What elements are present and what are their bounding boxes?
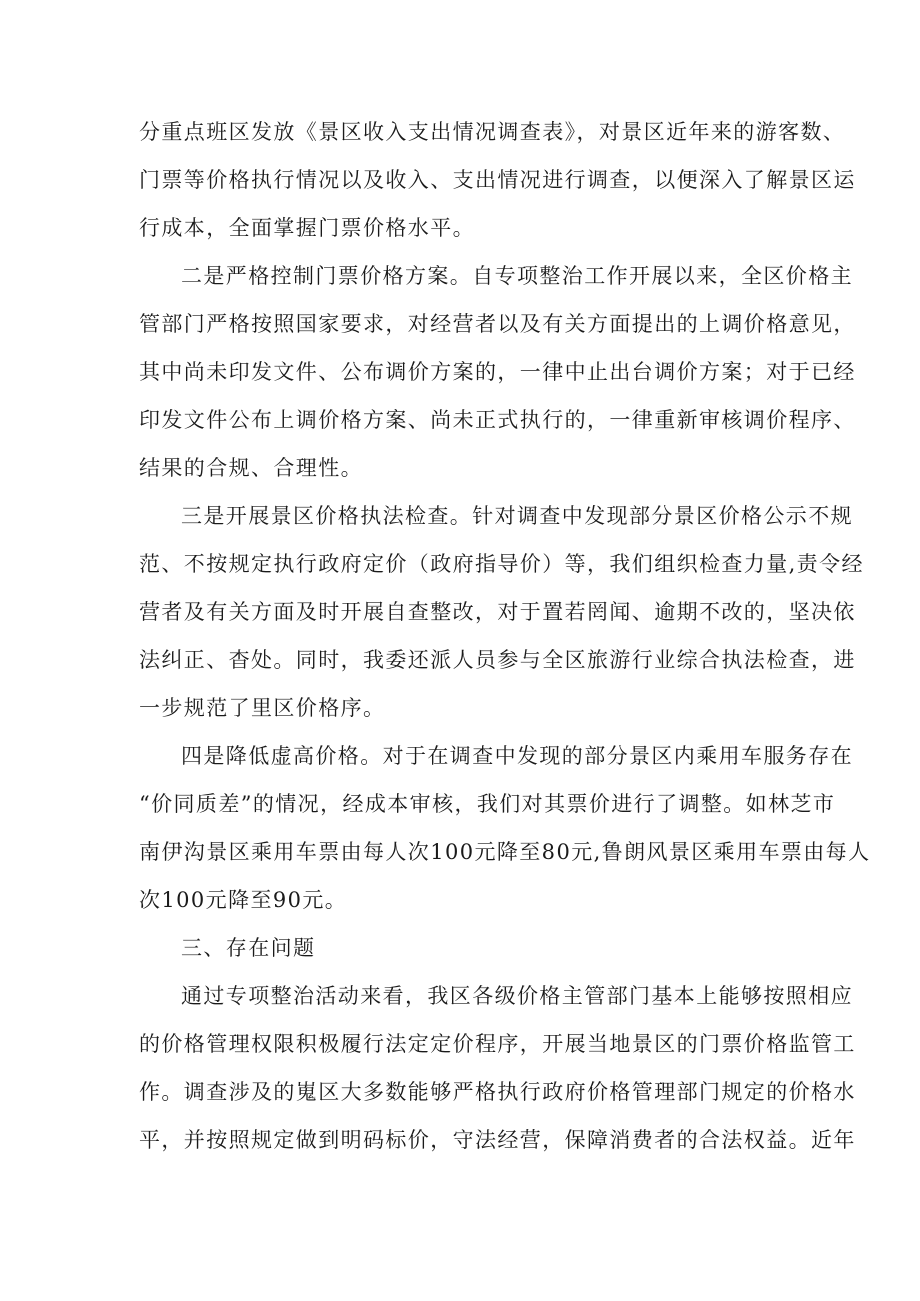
text-line: “价同质差”的情况，经成本审核，我们对其票价进行了调整。如林芝市 xyxy=(139,792,836,816)
text-line: 范、不按规定执行政府定价（政府指导价）等，我们组织检查力量,责令经 xyxy=(139,552,864,576)
text-line: 作。调查涉及的嵬区大多数能够严格执行政府价格管理部门规定的价格水 xyxy=(139,1080,856,1104)
text-line: 行成本，全面掌握门票价格水平。 xyxy=(139,216,475,240)
text-line: 营者及有关方面及时开展自查整改，对于置若罔闻、逾期不改的，坚决依 xyxy=(139,600,856,624)
text-line: 其中尚未印发文件、公布调价方案的，一律中止出台调价方案；对于已经 xyxy=(139,360,856,384)
text-line: 结果的合规、合理性。 xyxy=(139,456,363,480)
paragraph-first-line: 三是开展景区价格执法检查。针对调查中发现部分景区价格公示不规 xyxy=(181,504,853,528)
text-line: 次100元降至90元。 xyxy=(139,888,348,912)
text-line: 一步规范了里区价格序。 xyxy=(139,696,386,720)
text-line: 门票等价格执行情况以及收入、支出情况进行调查，以便深入了解景区运 xyxy=(139,168,856,192)
text-line: 印发文件公布上调价格方案、尚未正式执行的，一律重新审核调价程序、 xyxy=(139,408,856,432)
text-line: 分重点班区发放《景区收入支出情况调查表》，对景区近年来的游客数、 xyxy=(139,120,846,144)
text-line: 的价格管理权限积极履行法定定价程序，开展当地景区的门票价格监管工 xyxy=(139,1032,856,1056)
paragraph-first-line: 四是降低虚高价格。对于在调查中发现的部分景区内乘用车服务存在 xyxy=(181,744,853,768)
text-line: 平，并按照规定做到明码标价，守法经营，保障消费者的合法权益。近年 xyxy=(139,1128,856,1152)
text-line: 法纠正、杳处。同时，我委还派人员参与全区旅游行业综合执法检查，进 xyxy=(139,648,856,672)
paragraph-first-line: 通过专项整治活动来看，我区各级价格主管部门基本上能够按照相应 xyxy=(181,984,853,1008)
paragraph-first-line: 二是严格控制门票价格方案。自专项整治工作开展以来，全区价格主 xyxy=(181,264,853,288)
section-heading: 三、存在问题 xyxy=(181,936,316,960)
text-line: 南伊沟景区乘用车票由每人次100元降至80元,鲁朗风景区乘用车票由每人 xyxy=(139,840,871,864)
text-line: 管部门严格按照国家要求，对经营者以及有关方面提出的上调价格意见， xyxy=(139,312,856,336)
